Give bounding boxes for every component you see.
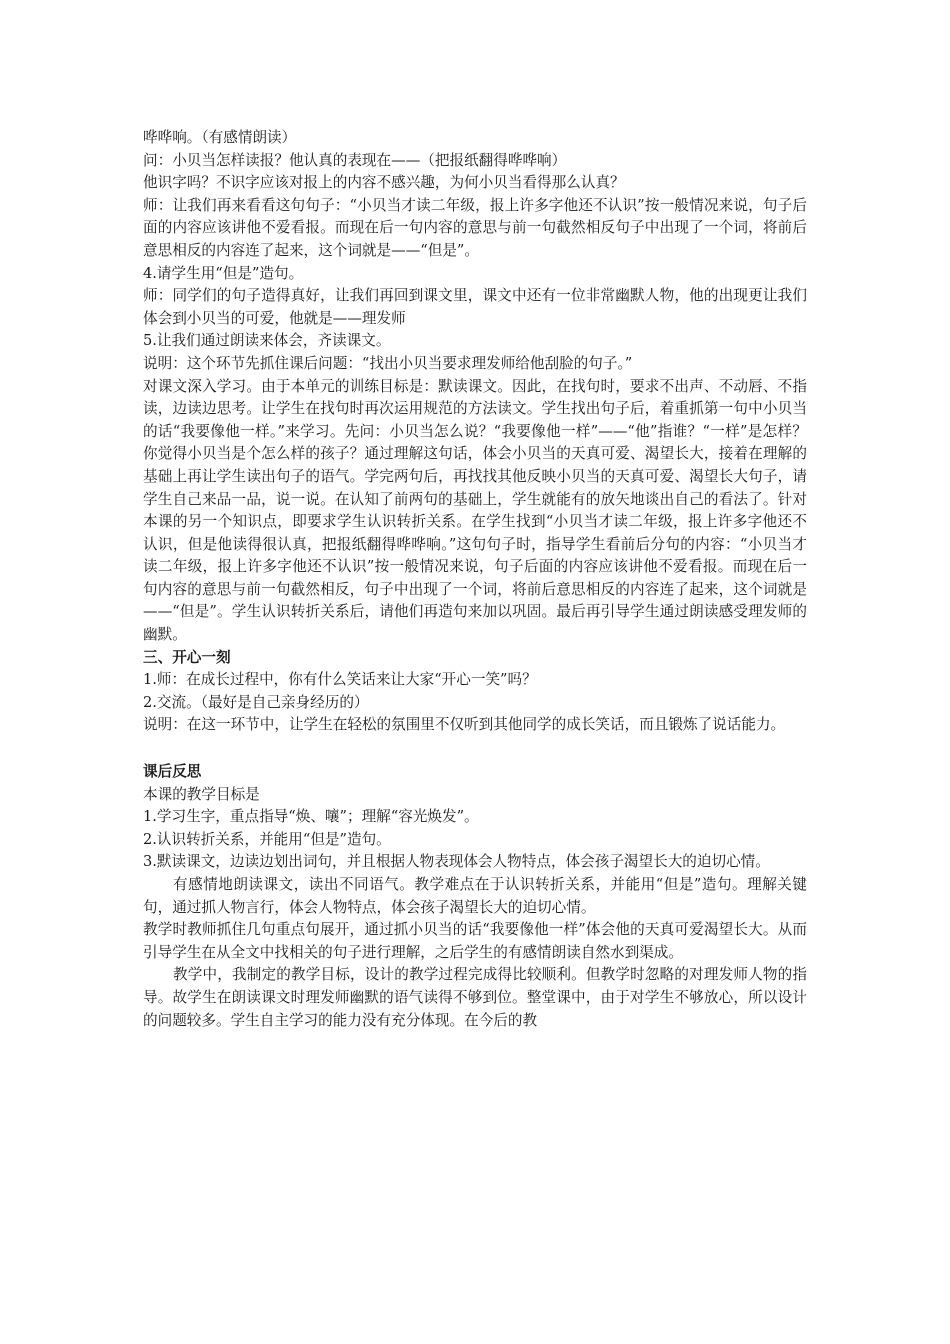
paragraph: 师：同学们的句子造得真好，让我们再回到课文里，课文中还有一位非常幽默人物，他的出现更让我们体会到小贝当的可爱，他就是——理发师 [143, 287, 807, 327]
paragraph: 对课文深入学习。由于本单元的训练目标是：默读课文。因此，在找句时，要求不出声、不动唇、不指读，边读边思考。让学生在找句时再次运用规范的方法读文。学生找出句子后，着重抓第一句中小贝当的话“我要像他一样。”来学习。先问：小贝当怎么说？“我要像他一样”——“他”指谁？“一样”是怎样？你觉得小贝当是个怎么样的孩子？通过理解这句话，体会小贝当的天真可爱、渴望长大，接着在理解的基础上再让学生读出句子的语气。学完两句后，再找找其他反映小贝当的天真可爱、渴望长大句子，请学生自己来品一品，说一说。在认知了前两句的基础上，学生就能有的放矢地谈出自己的看法了。针对本课的另一个知识点，即要求学生认识转折关系。在学生找到“小贝当才读二年级，报上许多字他还不认识，但是他读得很认真，把报纸翻得哗哗响。”这句句子时，指导学生看前后分句的内容：“小贝当才读二年级，报上许多字他还不认识”按一般情况来说，句子后面的内容应该讲他不爱看报。而现在后一句内容的意思与前一句截然相反，句子中出现了一个词，将前后意思相反的内容连了起来，这个词就是——“但是”。学生认识转折关系后，请他们再造句来加以巩固。最后再引导学生通过朗读感受理发师的幽默。 [143, 377, 807, 644]
paragraph: 本课的教学目标是 [143, 785, 260, 803]
section-heading: 三、开心一刻 [143, 648, 231, 666]
paragraph: 5.让我们通过朗读来体会，齐读课文。 [143, 332, 391, 350]
paragraph: 1.学习生字，重点指导“焕、嚷”；理解“容光焕发”。 [143, 808, 479, 826]
paragraph: 说明：在这一环节中，让学生在轻松的氛围里不仅听到其他同学的成长笑话，而且锻炼了说话能力。 [143, 716, 786, 734]
paragraph: 有感情地朗读课文，读出不同语气。教学难点在于认识转折关系，并能用“但是”造句。理解关键句，通过抓人物言行，体会人物特点，体会孩子渴望长大的迫切心情。 [143, 876, 807, 916]
paragraph: 2.交流。（最好是自己亲身经历的） [143, 693, 369, 711]
paragraph: 师：让我们再来看看这句句子：“小贝当才读二年级，报上许多字他还不认识”按一般情况来说，句子后面的内容应该讲他不爱看报。而现在后一句内容的意思与前一句截然相反句子中出现了一个词，将前后意思相反的内容连了起来，这个词就是——“但是”。 [143, 196, 807, 259]
document-body [143, 127, 807, 1032]
paragraph: 他识字吗？不识字应该对报上的内容不感兴趣，为何小贝当看得那么认真？ [143, 174, 625, 192]
paragraph: 4.请学生用“但是”造句。 [143, 264, 304, 282]
paragraph: 说明：这个环节先抓住课后问题：“找出小贝当要求理发师给他刮脸的句子。” [143, 354, 633, 372]
paragraph: 3.默读课文，边读边划出词句，并且根据人物表现体会人物特点，体会孩子渴望长大的迫切心情。 [143, 853, 770, 871]
section-heading: 课后反思 [143, 763, 202, 781]
spacer [143, 737, 807, 761]
paragraph: 教学时教师抓住几句重点句展开，通过抓小贝当的话“我要像他一样”体会他的天真可爱渴望长大。从而引导学生在从全文中找相关的句子进行理解，之后学生的有感情朗读自然水到渠成。 [143, 921, 807, 961]
paragraph: 教学中，我制定的教学目标，设计的教学过程完成得比较顺利。但教学时忽略的对理发师人物的指导。故学生在朗读课文时理发师幽默的语气读得不够到位。整堂课中，由于对学生不够放心，所以设计的问题较多。学生自主学习的能力没有充分体现。在今后的教 [143, 966, 807, 1029]
paragraph: 1.师：在成长过程中，你有什么笑话来让大家“开心一笑”吗？ [143, 671, 537, 689]
paragraph: 哗哗响。（有感情朗读） [143, 129, 297, 146]
paragraph: 问：小贝当怎样读报？他认真的表现在——（把报纸翻得哗哗响） [143, 151, 567, 169]
paragraph: 2.认识转折关系，并能用“但是”造句。 [143, 830, 391, 848]
